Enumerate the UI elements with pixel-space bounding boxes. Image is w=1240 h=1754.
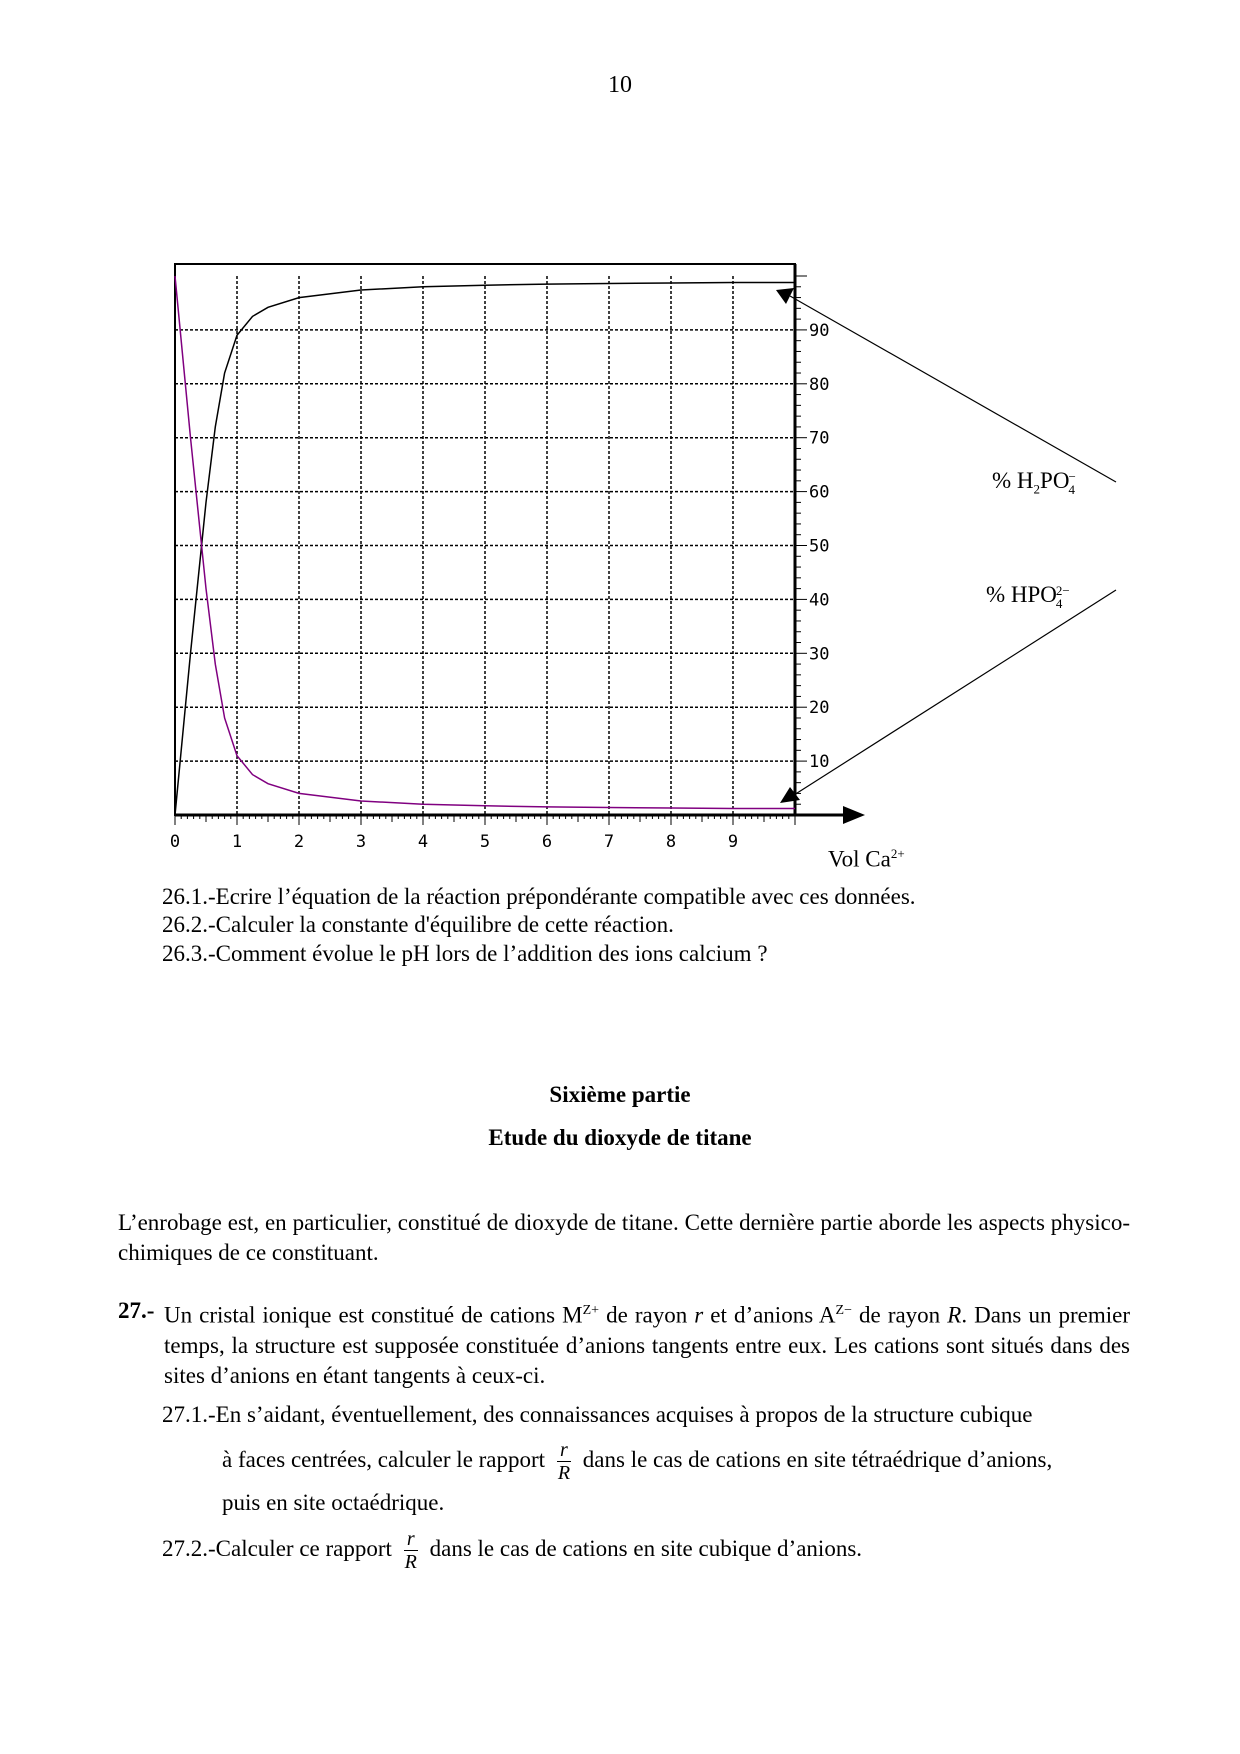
y-tick-label: 60 [809, 482, 830, 503]
y-tick-label: 40 [809, 590, 830, 611]
question-26-1: 26.1.-Ecrire l’équation de la réaction prépondérante compatible avec ces données. [162, 884, 916, 909]
y-tick-label: 80 [809, 374, 830, 395]
x-axis-label: Vol $Ca^{2+}$ [828, 846, 905, 872]
x-tick-label: 9 [727, 832, 739, 852]
ratio-r-over-R-2: $\frac{r}{R}$ [404, 1528, 417, 1573]
label-hpo4: % HPO 2− 4 [986, 582, 1070, 611]
x-tick-label: 8 [665, 832, 677, 852]
x-tick-label: 6 [541, 832, 553, 852]
y-tick-label: 70 [809, 428, 830, 449]
x-axis-arrow [843, 806, 865, 824]
y-tick-label: 50 [809, 536, 830, 557]
y-tick-label: 10 [809, 752, 830, 773]
x-tick-label: 0 [169, 832, 181, 852]
x-tick-label: 4 [417, 832, 429, 852]
question-27-number: 27.- [118, 1298, 155, 1323]
question-26-2: 26.2.-Calculer la constante d'équilibre de cette réaction. [162, 912, 674, 937]
y-tick-label: 90 [809, 320, 830, 341]
x-tick-label: 3 [355, 832, 367, 852]
page-number: 10 [608, 72, 632, 98]
label-h2po4: % $H_2PO$ − 4 [992, 468, 1076, 497]
question-27-1-line2: à faces centrées, calculer le rapport $\frac{r}{R}$ dans le cas de cations en site tétraédrique d’anions, [222, 1439, 1053, 1484]
question-27-1-line1: 27.1.-En s’aidant, éventuellement, des connaissances acquises à propos de la structure cubique [162, 1402, 1033, 1427]
x-tick-label: 2 [293, 832, 305, 852]
ratio-r-over-R: $\frac{r}{R}$ [557, 1439, 571, 1484]
annotation-arrow-hpo4 [780, 787, 800, 803]
annotation-line-h2po4 [790, 296, 1116, 482]
intro-paragraph: L’enrobage est, en particulier, constitué de dioxyde de titane. Cette dernière partie aborde les aspects physico-chimiques de ce constituant. [118, 1210, 1130, 1265]
question-27-text: Un cristal ionique est constitué de cations $M^{Z+}$ de rayon r et d’anions $A^{Z-}$ de rayon R. Dans un premier temps, la structure est supposée constituée d’anions tangents entre eux. Les cations sont situés dans des sites d’anions en étant tangents à ceux-ci. [164, 1302, 1131, 1388]
titration-chart [150, 258, 830, 852]
question-27-2: 27.2.-Calculer ce rapport $\frac{r}{R}$ dans le cas de cations en site cubique d’anions. [162, 1528, 863, 1573]
annotation-arrow-h2po4 [776, 288, 794, 304]
y-tick-label: 20 [809, 698, 830, 719]
question-26-3: 26.3.-Comment évolue le pH lors de l’addition des ions calcium ? [162, 941, 768, 966]
question-27 [118, 1296, 1130, 1391]
section-title: Sixième partie [549, 1082, 691, 1107]
x-tick-label: 7 [603, 832, 615, 852]
annotation-line-hpo4 [794, 590, 1116, 795]
question-27-1-line3: puis en site octaédrique. [222, 1490, 445, 1515]
x-tick-label: 1 [231, 832, 243, 852]
y-tick-label: 30 [809, 644, 830, 665]
x-tick-label: 5 [479, 832, 491, 852]
section-subtitle: Etude du dioxyde de titane [488, 1125, 752, 1150]
